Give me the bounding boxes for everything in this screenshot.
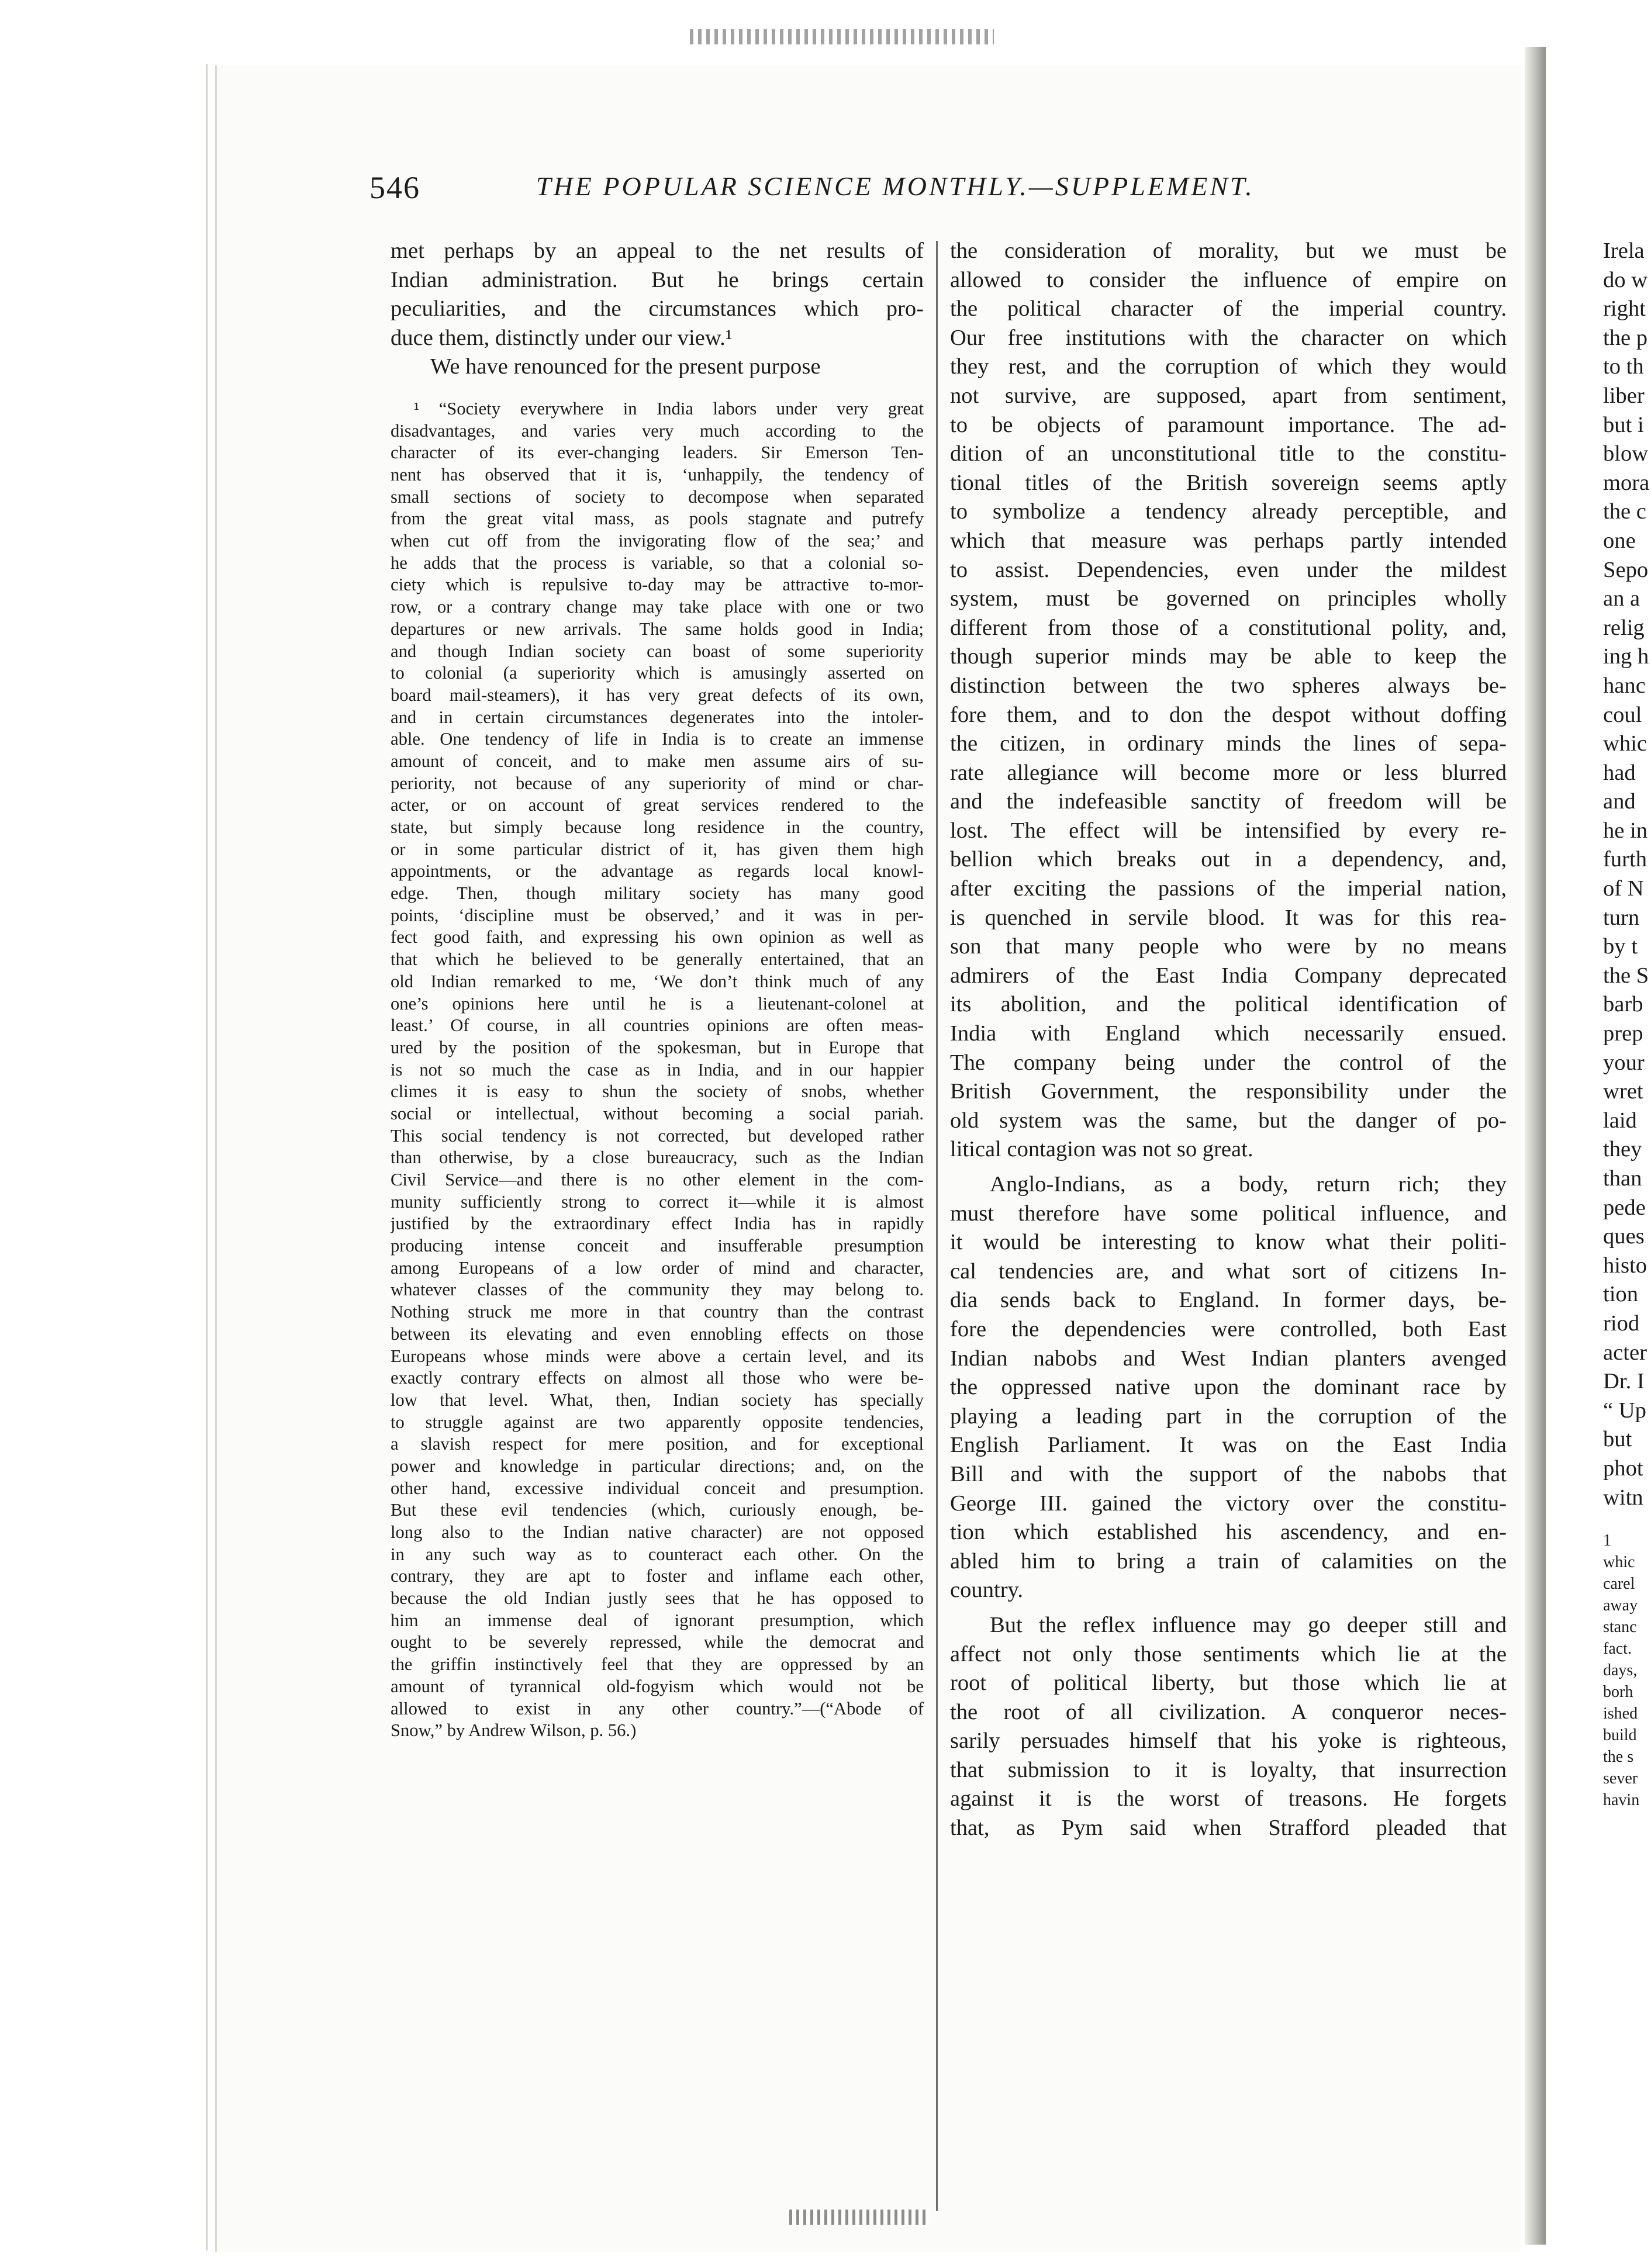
text-line: that, as Pym said when Strafford pleaded that <box>950 1816 1507 1841</box>
footnote-fragment: sever <box>1603 1769 1638 1788</box>
next-page-fragment <box>1603 237 1651 1811</box>
text-fragment: but <box>1603 1427 1632 1452</box>
text-fragment: whic <box>1603 731 1647 756</box>
text-fragment: prep <box>1603 1021 1643 1046</box>
footnote-line: him an immense deal of ignorant presumption, which <box>391 1610 924 1630</box>
text-line: must therefore have some political influence, and <box>950 1201 1507 1226</box>
text-line: the oppressed native upon the dominant race by <box>950 1375 1507 1400</box>
text-line: different from those of a constitutional polity, and, <box>950 615 1507 640</box>
text-line: sarily persuades himself that his yoke is righteous, <box>950 1728 1507 1754</box>
text-line: admirers of the East India Company deprecated <box>950 963 1507 988</box>
text-line: to be objects of paramount importance. The ad- <box>950 412 1507 437</box>
text-fragment: right <box>1603 296 1646 321</box>
footnote-line: long also to the Indian native character) are not opposed <box>391 1522 924 1543</box>
text-fragment: but i <box>1603 412 1644 437</box>
text-fragment: to th <box>1603 354 1644 379</box>
footnote-line: edge. Then, though military society has many good <box>391 883 924 904</box>
text-line: the citizen, in ordinary minds the lines of sepa- <box>950 731 1507 756</box>
text-line: dition of an unconstitutional title to the constitu- <box>950 441 1507 466</box>
text-fragment: barb <box>1603 992 1643 1017</box>
footnote-line: row, or a contrary change may take place with one or two <box>391 597 924 617</box>
footnote-line: points, ‘discipline must be observed,’ and it was in per- <box>391 905 924 925</box>
text-fragment: liber <box>1603 383 1645 408</box>
text-fragment: mora <box>1603 470 1650 495</box>
text-line: allowed to consider the influence of empire on <box>950 267 1507 292</box>
text-line: country. <box>950 1578 1023 1603</box>
text-line: the root of all civilization. A conqueror neces- <box>950 1699 1507 1724</box>
text-fragment: do w <box>1603 267 1648 292</box>
footnote-line: munity sufficiently strong to correct it—while it is almost <box>391 1191 924 1212</box>
footnote-line: and in certain circumstances degenerates into the intoler- <box>391 707 924 727</box>
text-line: against it is the worst of treasons. He forgets <box>950 1786 1507 1811</box>
footnote-line: But these evil tendencies (which, curiously enough, be- <box>391 1500 924 1520</box>
text-line: and the indefeasible sanctity of freedom will be <box>950 789 1507 814</box>
text-line: The company being under the control of the <box>950 1050 1507 1075</box>
footnote-line: Civil Service—and there is no other element in the com- <box>391 1170 924 1190</box>
page-number: 546 <box>369 170 420 205</box>
text-fragment: riod <box>1603 1311 1640 1336</box>
text-line: though superior minds may be able to keep the <box>950 644 1507 669</box>
footnote-line: nent has observed that it is, ‘unhappily, the tendency of <box>391 465 924 485</box>
text-line: affect not only those sentiments which lie at the <box>950 1641 1507 1667</box>
text-line: Bill and with the support of the nabobs that <box>950 1461 1507 1486</box>
text-line: the consideration of morality, but we must be <box>950 238 1507 263</box>
footnote-fragment: stanc <box>1603 1618 1637 1637</box>
text-fragment: by t <box>1603 934 1638 959</box>
footnote-line: board mail-steamers), it has very great defects of its own, <box>391 684 924 705</box>
text-line: old system was the same, but the danger of po- <box>950 1108 1507 1133</box>
footnote-line: power and knowledge in particular directions; and, on the <box>391 1455 924 1476</box>
footnote-fragment: carel <box>1603 1575 1635 1593</box>
scan-artifact-top <box>690 29 994 44</box>
footnote-line: justified by the extraordinary effect India has in rapidly <box>391 1213 924 1234</box>
footnote-line: to colonial (a superiority which is amusingly asserted on <box>391 663 924 683</box>
footnote-line: small sections of society to decompose when separated <box>391 486 924 507</box>
footnote-line: Europeans whose minds were above a certain level, and its <box>391 1346 924 1366</box>
text-fragment: Sepo <box>1603 557 1649 582</box>
footnote-line: social or intellectual, without becoming a social pariah. <box>391 1103 924 1123</box>
text-line: cal tendencies are, and what sort of citizens In- <box>950 1259 1507 1284</box>
footnote-fragment: 1 <box>1603 1531 1611 1550</box>
footnote-line: amount of conceit, and to make men assume airs of su- <box>391 751 924 771</box>
footnote-fragment: whic <box>1603 1553 1635 1572</box>
footnote-fragment: fact. <box>1603 1640 1632 1658</box>
text-fragment: he in <box>1603 818 1648 843</box>
footnote-line: when cut off from the invigorating flow of the sea;’ and <box>391 531 924 551</box>
footnote-line: acter, or on account of great services rendered to the <box>391 795 924 815</box>
text-fragment: wret <box>1603 1079 1643 1104</box>
footnote-line: amount of tyrannical old-fogyism which would not be <box>391 1676 924 1696</box>
text-fragment: one <box>1603 528 1636 553</box>
footnote-line: a slavish respect for mere position, and for exceptional <box>391 1434 924 1454</box>
text-line: British Government, the responsibility under the <box>950 1079 1507 1104</box>
text-line: root of political liberty, but those which lie at <box>950 1671 1507 1696</box>
text-fragment: blow <box>1603 441 1649 466</box>
footnote-line: periority, not because of any superiority of mind or char- <box>391 773 924 793</box>
footnote-line: able. One tendency of life in India is to create an immense <box>391 729 924 749</box>
text-line: Anglo-Indians, as a body, return rich; they <box>990 1172 1507 1197</box>
text-fragment: ques <box>1603 1224 1645 1249</box>
text-line: George III. gained the victory over the constitu- <box>950 1491 1507 1516</box>
footnote-line: he adds that the process is variable, so that a colonial so- <box>391 552 924 573</box>
text-line: But the reflex influence may go deeper still and <box>990 1612 1507 1637</box>
footnote-line: Nothing struck me more in that country than the contrast <box>391 1302 924 1322</box>
text-fragment: acter <box>1603 1340 1647 1365</box>
footnote-line: low that level. What, then, Indian society has specially <box>391 1389 924 1410</box>
text-line: fore them, and to don the despot without doffing <box>950 702 1507 727</box>
footnote-line: to struggle against are two apparently opposite tendencies, <box>391 1412 924 1432</box>
footnote-fragment: ished <box>1603 1705 1638 1723</box>
page-header <box>369 170 1340 210</box>
footnote-fragment: havin <box>1603 1791 1640 1810</box>
footnote-fragment: borh <box>1603 1683 1633 1702</box>
text-line: tion which established his ascendency, and en- <box>950 1520 1507 1545</box>
footnote-line: in any such way as to counteract each other. On the <box>391 1544 924 1564</box>
text-line: its abolition, and the political identification of <box>950 992 1507 1017</box>
running-title: THE POPULAR SCIENCE MONTHLY.—SUPPLEMENT. <box>536 171 1255 201</box>
text-line: lost. The effect will be intensified by every re- <box>950 818 1507 843</box>
footnote-line: one’s opinions here until he is a lieutenant-colonel at <box>391 993 924 1014</box>
text-fragment: than <box>1603 1166 1642 1191</box>
footnote-line: state, but simply because long residence in the country, <box>391 817 924 838</box>
text-fragment: they <box>1603 1137 1642 1162</box>
footnote-line: other hand, excessive individual conceit and presumption. <box>391 1478 924 1498</box>
text-line: fore the dependencies were controlled, both East <box>950 1316 1507 1342</box>
text-line: Our free institutions with the character on which <box>950 325 1507 350</box>
text-line: tional titles of the British sovereign seems aptly <box>950 470 1507 495</box>
text-line: which that measure was perhaps partly intended <box>950 528 1507 553</box>
scan-artifact-bottom <box>789 2210 930 2225</box>
footnote-line: or in some particular district of it, has given them high <box>391 839 924 859</box>
text-line: We have renounced for the present purpose <box>430 354 821 379</box>
text-fragment: turn <box>1603 905 1640 930</box>
footnote-line: contrary, they are apt to foster and inflame each other, <box>391 1566 924 1586</box>
footnote-line: allowed to exist in any other country.”—(“Abode of <box>391 1698 924 1719</box>
footnote-line: whatever classes of the community they may belong to. <box>391 1280 924 1300</box>
footnote-line: than otherwise, by a close bureaucracy, such as the Indian <box>391 1147 924 1168</box>
footnote-line: climes it is easy to shun the society of snobs, whether <box>391 1081 924 1102</box>
footnote-line: ured by the position of the spokesman, but in Europe that <box>391 1037 924 1057</box>
next-page-footnote <box>1603 1530 1651 1811</box>
text-line: son that many people who were by no means <box>950 934 1507 959</box>
text-fragment: your <box>1603 1050 1645 1075</box>
text-line: abled him to bring a train of calamities on the <box>950 1548 1507 1574</box>
text-line: to assist. Dependencies, even under the mildest <box>950 557 1507 582</box>
text-fragment: tion <box>1603 1282 1639 1307</box>
text-fragment: an a <box>1603 586 1640 611</box>
column-divider <box>936 241 938 2211</box>
next-page-body <box>1603 237 1651 1512</box>
footnote <box>391 398 924 1742</box>
text-fragment: of N <box>1603 876 1644 901</box>
text-line: that submission to it is loyalty, that insurrection <box>950 1757 1507 1782</box>
text-line: after exciting the passions of the imperial nation, <box>950 876 1507 901</box>
footnote-line: This social tendency is not corrected, but developed rather <box>391 1125 924 1146</box>
footnote-fragment: the s <box>1603 1748 1634 1766</box>
footnote-line: that which he believed to be generally entertained, that an <box>391 949 924 970</box>
footnote-line: producing intense conceit and insufferable presumption <box>391 1236 924 1256</box>
footnote-line: ¹ “Society everywhere in India labors under very great <box>414 398 924 419</box>
middle-paragraph-1 <box>950 237 1507 1164</box>
footnote-line: is not so much the case as in India, and in our happier <box>391 1059 924 1080</box>
footnote-fragment: away <box>1603 1596 1638 1615</box>
text-line: Indian nabobs and West Indian planters avenged <box>950 1346 1507 1371</box>
footnote-line: old Indian remarked to me, ‘We don’t think much of any <box>391 971 924 991</box>
text-fragment: the p <box>1603 325 1648 350</box>
text-line: not survive, are supposed, apart from sentiment, <box>950 383 1507 408</box>
text-fragment: “ Up <box>1603 1398 1646 1423</box>
text-line: Indian administration. But he brings certain <box>391 267 924 292</box>
text-line: distinction between the two spheres always be- <box>950 673 1507 698</box>
footnote-line: least.’ Of course, in all countries opinions are often meas- <box>391 1015 924 1036</box>
text-fragment: relig <box>1603 615 1645 640</box>
footnote-line: ciety which is repulsive to-day may be attractive to-mor- <box>391 575 924 595</box>
footnote-line: departures or new arrivals. The same holds good in India; <box>391 618 924 639</box>
text-fragment: furth <box>1603 847 1647 872</box>
footnote-line: appointments, or the advantage as regards local knowl- <box>391 861 924 881</box>
text-line: rate allegiance will become more or less blurred <box>950 760 1507 785</box>
middle-column <box>950 237 1507 1843</box>
book-spine <box>1525 47 1546 2245</box>
footnote-line: character of its ever-changing leaders. Sir Emerson Ten- <box>391 442 924 463</box>
text-fragment: hanc <box>1603 673 1646 698</box>
footnote-line: and though Indian society can boast of some superiority <box>391 641 924 661</box>
text-line: duce them, distinctly under our view.¹ <box>391 325 733 350</box>
footnote-line: because the old Indian justly sees that he has opposed to <box>391 1588 924 1609</box>
text-line: they rest, and the corruption of which they would <box>950 354 1507 379</box>
left-body-text <box>391 237 924 382</box>
text-fragment: Irela <box>1603 238 1645 263</box>
text-fragment: and <box>1603 789 1636 814</box>
text-fragment: laid <box>1603 1108 1637 1133</box>
page-outer-rule <box>206 64 208 2250</box>
footnote-fragment: days, <box>1603 1661 1638 1680</box>
text-line: bellion which breaks out in a dependency, and, <box>950 847 1507 872</box>
footnote-line: the griffin instinctively feel that they are oppressed by an <box>391 1654 924 1675</box>
text-line: English Parliament. It was on the East India <box>950 1433 1507 1458</box>
text-fragment: ing h <box>1603 644 1649 669</box>
footnote-line: ought to be severely repressed, while the democrat and <box>391 1632 924 1652</box>
text-line: litical contagion was not so great. <box>950 1137 1253 1162</box>
text-fragment: the c <box>1603 499 1646 524</box>
text-line: met perhaps by an appeal to the net results of <box>391 238 924 263</box>
text-fragment: pede <box>1603 1195 1646 1220</box>
text-line: dia sends back to England. In former days, be- <box>950 1288 1507 1313</box>
footnote-line: disadvantages, and varies very much according to the <box>391 420 924 441</box>
text-line: system, must be governed on principles wholly <box>950 586 1507 611</box>
footnote-line: among Europeans of a low order of mind and character, <box>391 1257 924 1278</box>
text-line: is quenched in servile blood. It was for this rea- <box>950 905 1507 930</box>
text-fragment: phot <box>1603 1455 1643 1481</box>
middle-paragraph-3 <box>950 1611 1507 1843</box>
footnote-line: exactly contrary effects on almost all those who were be- <box>391 1368 924 1388</box>
footnote-line: Snow,” by Andrew Wilson, p. 56.) <box>391 1720 637 1741</box>
text-fragment: histo <box>1603 1253 1647 1278</box>
text-line: playing a leading part in the corruption of the <box>950 1403 1507 1429</box>
text-line: peculiarities, and the circumstances which pro- <box>391 296 924 321</box>
text-line: to symbolize a tendency already perceptible, and <box>950 499 1507 524</box>
text-line: it would be interesting to know what their politi- <box>950 1230 1507 1255</box>
text-fragment: Dr. I <box>1603 1369 1645 1394</box>
footnote-line: between its elevating and even ennobling effects on those <box>391 1323 924 1344</box>
footnote-fragment: build <box>1603 1726 1637 1745</box>
text-fragment: had <box>1603 760 1636 785</box>
text-line: India with England which necessarily ensued. <box>950 1021 1507 1046</box>
text-fragment: the S <box>1603 963 1649 988</box>
text-line: the political character of the imperial country. <box>950 296 1507 321</box>
footnote-line: from the great vital mass, as pools stagnate and putrefy <box>391 509 924 529</box>
text-fragment: coul <box>1603 702 1642 727</box>
middle-paragraph-2 <box>950 1170 1507 1605</box>
footnote-line: fect good faith, and expressing his own opinion as well as <box>391 927 924 948</box>
left-column <box>391 237 924 1742</box>
text-fragment: witn <box>1603 1485 1643 1510</box>
